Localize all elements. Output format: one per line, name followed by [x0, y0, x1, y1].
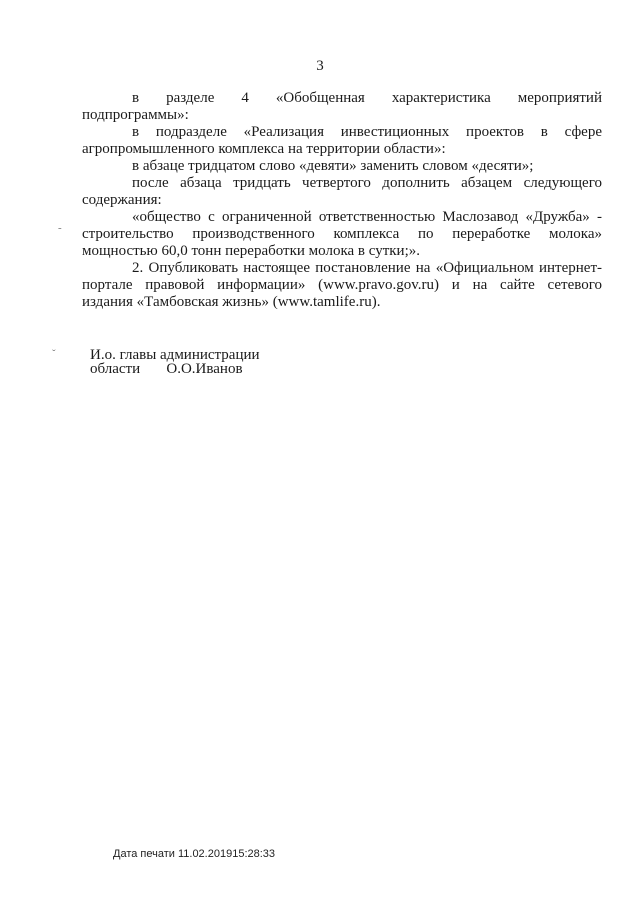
- paragraph-6: [82, 260, 602, 311]
- text-line: «общество с ограниченной ответственностью Маслозавод «Дружба» -: [132, 209, 602, 225]
- signature-block: [90, 348, 260, 376]
- text-line: издания «Тамбовская жизнь» (www.tamlife.ru).: [82, 294, 381, 310]
- scan-mark: ˇ: [52, 348, 56, 360]
- text-line: портале правовой информации» (www.pravo.gov.ru) и на сайте сетевого: [82, 277, 602, 293]
- text-line: агропромышленного комплекса на территории области»:: [82, 141, 446, 157]
- text-line: 2. Опубликовать настоящее постановление на «Официальном интернет-: [132, 260, 602, 276]
- page-number: 3: [316, 58, 324, 74]
- signature-name: области О.О.Иванов: [90, 361, 243, 377]
- text-line: в разделе 4 «Обобщенная характеристика мероприятий: [132, 90, 602, 106]
- text-line: после абзаца тридцать четвертого дополнить абзацем следующего: [132, 175, 602, 191]
- text-line: в подразделе «Реализация инвестиционных проектов в сфере: [132, 124, 602, 140]
- scan-mark: -: [58, 222, 62, 234]
- paragraph-3: [82, 158, 602, 175]
- paragraph-1: [82, 90, 602, 124]
- text-line: содержания:: [82, 192, 162, 208]
- paragraph-2: [82, 124, 602, 158]
- text-line: в абзаце тридцатом слово «девяти» заменить словом «десяти»;: [132, 158, 534, 174]
- text-line: мощностью 60,0 тонн переработки молока в сутки;».: [82, 243, 420, 259]
- paragraph-4: [82, 175, 602, 209]
- paragraph-5: [82, 209, 602, 260]
- document-body: [82, 90, 602, 311]
- text-line: строительство производственного комплекса по переработке молока»: [82, 226, 602, 242]
- text-line: подпрограммы»:: [82, 107, 189, 123]
- signature-title: И.о. главы администрации: [90, 347, 260, 363]
- print-date: Дата печати 11.02.201915:28:33: [113, 848, 276, 860]
